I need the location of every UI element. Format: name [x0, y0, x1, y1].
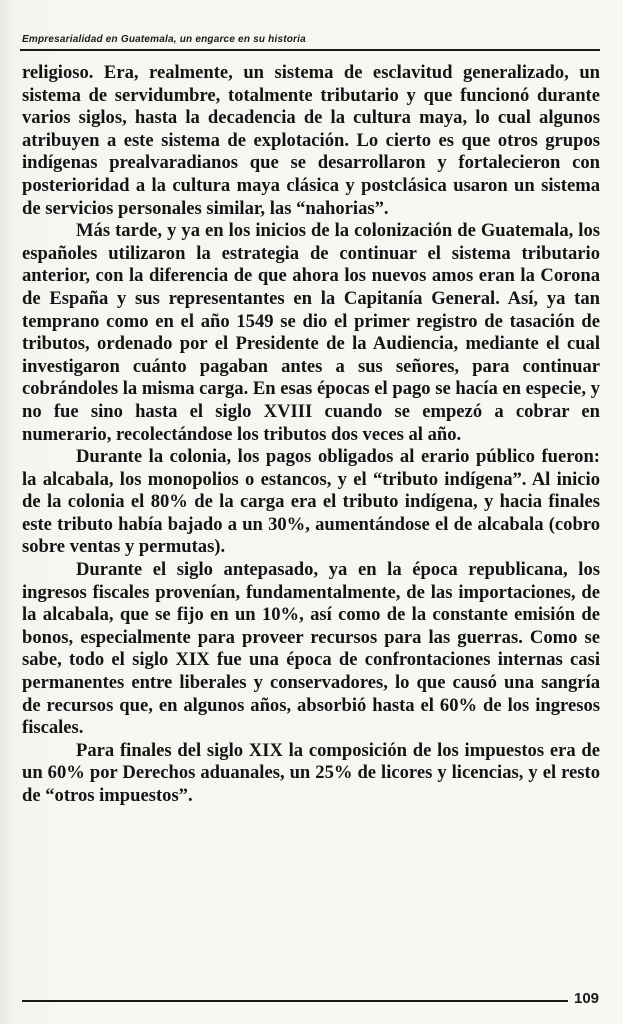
paragraph-republican-era: Durante el siglo antepasado, ya en la época republicana, los ingresos fiscales provenían, fundamentalmente, de las importaciones, de la alcabala, que se fijo en un 10%, así como de la constante emisión de bonos, especialmente para proveer recursos para las guerras. Como se sabe, todo el siglo XIX fue una época de confrontaciones internas casi permanentes entre liberales y conservadores, lo que causó una sangría de recursos que, en algunos años, absorbió hasta el 60% de los ingresos fiscales.	[22, 559, 600, 739]
header-rule	[20, 49, 600, 51]
paragraph-late-xix: Para finales del siglo XIX la composición de los impuestos era de un 60% por Derechos aduanales, un 25% de licores y licencias, y el resto de “otros impuestos”.	[22, 739, 600, 806]
paragraph-continuation: religioso. Era, realmente, un sistema de esclavitud generalizado, un sistema de servidumbre, totalmente tributario y que funcionó durante varios siglos, hasta la decadencia de la cultura maya, lo cual algunos atribuyen a este sistema de explotación. Lo cierto es que otros grupos indígenas prealvaradianos que se desarrollaron y fortalecieron con posterioridad a la cultura maya clásica y postclásica usaron un sistema de servicios personales similar, las “nahorias”.	[22, 62, 600, 219]
footer-rule	[22, 1000, 568, 1002]
paragraph-colonial-payments: Durante la colonia, los pagos obligados al erario público fueron: la alcabala, los monopolios o estancos, y el “tributo indígena”. Al inicio de la colonia el 80% de la carga era el tributo indígena, y hacia finales este tributo había bajado a un 30%, aumentándose el de alcabala (cobro sobre ventas y permutas).	[22, 446, 600, 558]
page-number: 109	[574, 990, 600, 1007]
paragraph-colonization: Más tarde, y ya en los inicios de la colonización de Guatemala, los españoles utilizaron la estrategia de continuar el sistema tributario anterior, con la diferencia de que ahora los nuevos amos eran la Corona de España y sus representantes en la Capitanía General. Así, ya tan temprano como en el año 1549 se dio el primer registro de tasación de tributos, ordenado por el Presidente de la Audiencia, mediante el cual investigaron cuánto pagaban antes a sus señores, para continuar cobrándoles la misma carga. En esas épocas el pago se hacía en especie, y no fue sino hasta el siglo XVIII cuando se empezó a cobrar en numerario, recolectándose los tributos dos veces al año.	[22, 220, 600, 445]
running-header: Empresarialidad en Guatemala, un engarce en su historia	[22, 34, 306, 45]
body-text	[22, 62, 600, 808]
